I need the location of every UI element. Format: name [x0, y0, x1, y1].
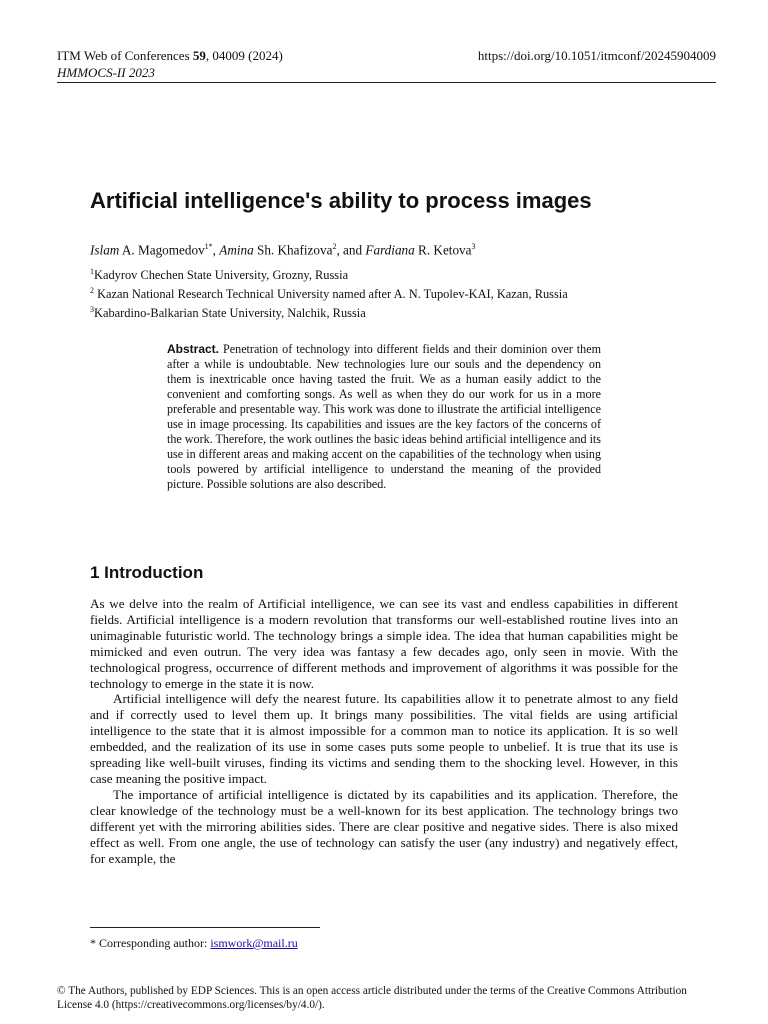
license-notice: © The Authors, published by EDP Sciences. This is an open access article distributed under the terms of the Creative Commons Attribution License 4.0 (https://creativecommons.org/licenses/by/4.0/). — [57, 985, 687, 1011]
affiliation-item — [90, 264, 568, 283]
affiliation-list — [90, 264, 568, 321]
abstract-text: Penetration of technology into different fields and their dominion over them after a while is undoubtable. New technologies lure our souls and the dependency on them is inextricable once having tasted the fruit. We as a human easily addict to the convenient and comforting songs. As well as when they do our work for us in a more preferable and presentable way. This work was done to illustrate the artificial intelligence use in image processing. Its capabilities and issues are the key factors of the concerns of the work. Therefore, the work outlines the basic ideas behind artificial intelligence and its use in different areas and making accent on the capabilities of the technology when using tools powered by artificial intelligence to understand the meaning of the provided picture. Possible solutions are also described. — [167, 342, 601, 491]
abstract — [167, 342, 601, 492]
author-affil-mark: 3 — [471, 242, 476, 251]
affiliation-text: Kazan National Research Technical University named after A. N. Tupolev-KAI, Kazan, Russia — [94, 287, 568, 302]
header-divider — [57, 82, 716, 83]
journal-citation — [57, 47, 283, 64]
affiliation-text: Kadyrov Chechen State University, Grozny, Russia — [94, 268, 349, 283]
affiliation-mark: 1 — [90, 267, 94, 276]
running-header — [57, 47, 283, 81]
affiliation-item — [90, 283, 568, 302]
author-last-name: R. Ketova — [414, 242, 472, 258]
author-last-name: A. Magomedov — [119, 242, 205, 258]
body-paragraph: Artificial intelligence will defy the nearest future. Its capabilities allow it to penetrate almost to any field and if correctly used to level them up. It brings many possibilities. The vital fields are using artificial intelligence to the state that it is almost impossible for a common man to notice its application. It is so well embedded, and the realization of its use in some cases puts some people to unbelief. It is true that its use is spreading like well-built viruses, finding its victims and sending them to the shocking level. However, in this case meaning the positive impact. — [90, 691, 678, 786]
author-affil-mark: 2 — [332, 242, 337, 251]
journal-name: ITM Web of Conferences — [57, 48, 190, 63]
author-email-link[interactable]: ismwork@mail.ru — [210, 936, 298, 950]
footnote-prefix: * Corresponding author: — [90, 936, 211, 950]
section-body — [90, 596, 678, 866]
affiliation-item — [90, 302, 568, 321]
volume-number: 59 — [192, 48, 206, 63]
footnote-divider — [90, 927, 320, 928]
author-list — [90, 238, 476, 259]
author-first-name: Fardiana — [365, 242, 415, 258]
article-number: , 04009 (2024) — [205, 48, 283, 63]
doi-link[interactable]: https://doi.org/10.1051/itmconf/20245904009 — [477, 48, 716, 63]
body-paragraph: As we delve into the realm of Artificial intelligence, we can see its vast and endless capabilities in different fields. Artificial intelligence is a modern revolution that transforms our well-established routine lives into an unimaginable futuristic world. The technology brings a simple idea. The idea that human capabilities might be mimicked and even outrun. The very idea was fantasy a few decades ago, only seen in movie. With the technological progress, occurrence of different methods and improvement of algorithms it was possible for the technology to emerge in the state it is now. — [90, 596, 678, 691]
affiliation-mark: 3 — [90, 305, 94, 315]
affiliation-mark: 2 — [90, 286, 94, 296]
author-last-name: Sh. Khafizova — [253, 242, 333, 258]
affiliation-text: Kabardino-Balkarian State University, Nalchik, Russia — [94, 306, 366, 321]
section-heading: 1 Introduction — [90, 563, 204, 582]
abstract-label: Abstract. — [167, 342, 220, 356]
author-first-name: Islam — [90, 242, 120, 258]
corresponding-author-footnote — [90, 936, 298, 951]
body-paragraph: The importance of artificial intelligence is dictated by its capabilities and its application. Therefore, the clear knowledge of the technology must be a well-known for its best application. The technology brings two different yet with the mirroring abilities sides. There are clear positive and negative sides. There is also mixed effect as well. From one angle, the use of technology can satisfy the user (any industry) and negatively effect, for example, the — [90, 786, 678, 866]
author-separator: , and — [336, 242, 366, 258]
author-affil-mark: 1* — [204, 242, 213, 251]
author-first-name: Amina — [219, 242, 254, 258]
conference-name: HMMOCS-II 2023 — [57, 65, 155, 80]
author-separator: , — [212, 242, 220, 258]
paper-title: Artificial intelligence's ability to process images — [90, 188, 592, 213]
